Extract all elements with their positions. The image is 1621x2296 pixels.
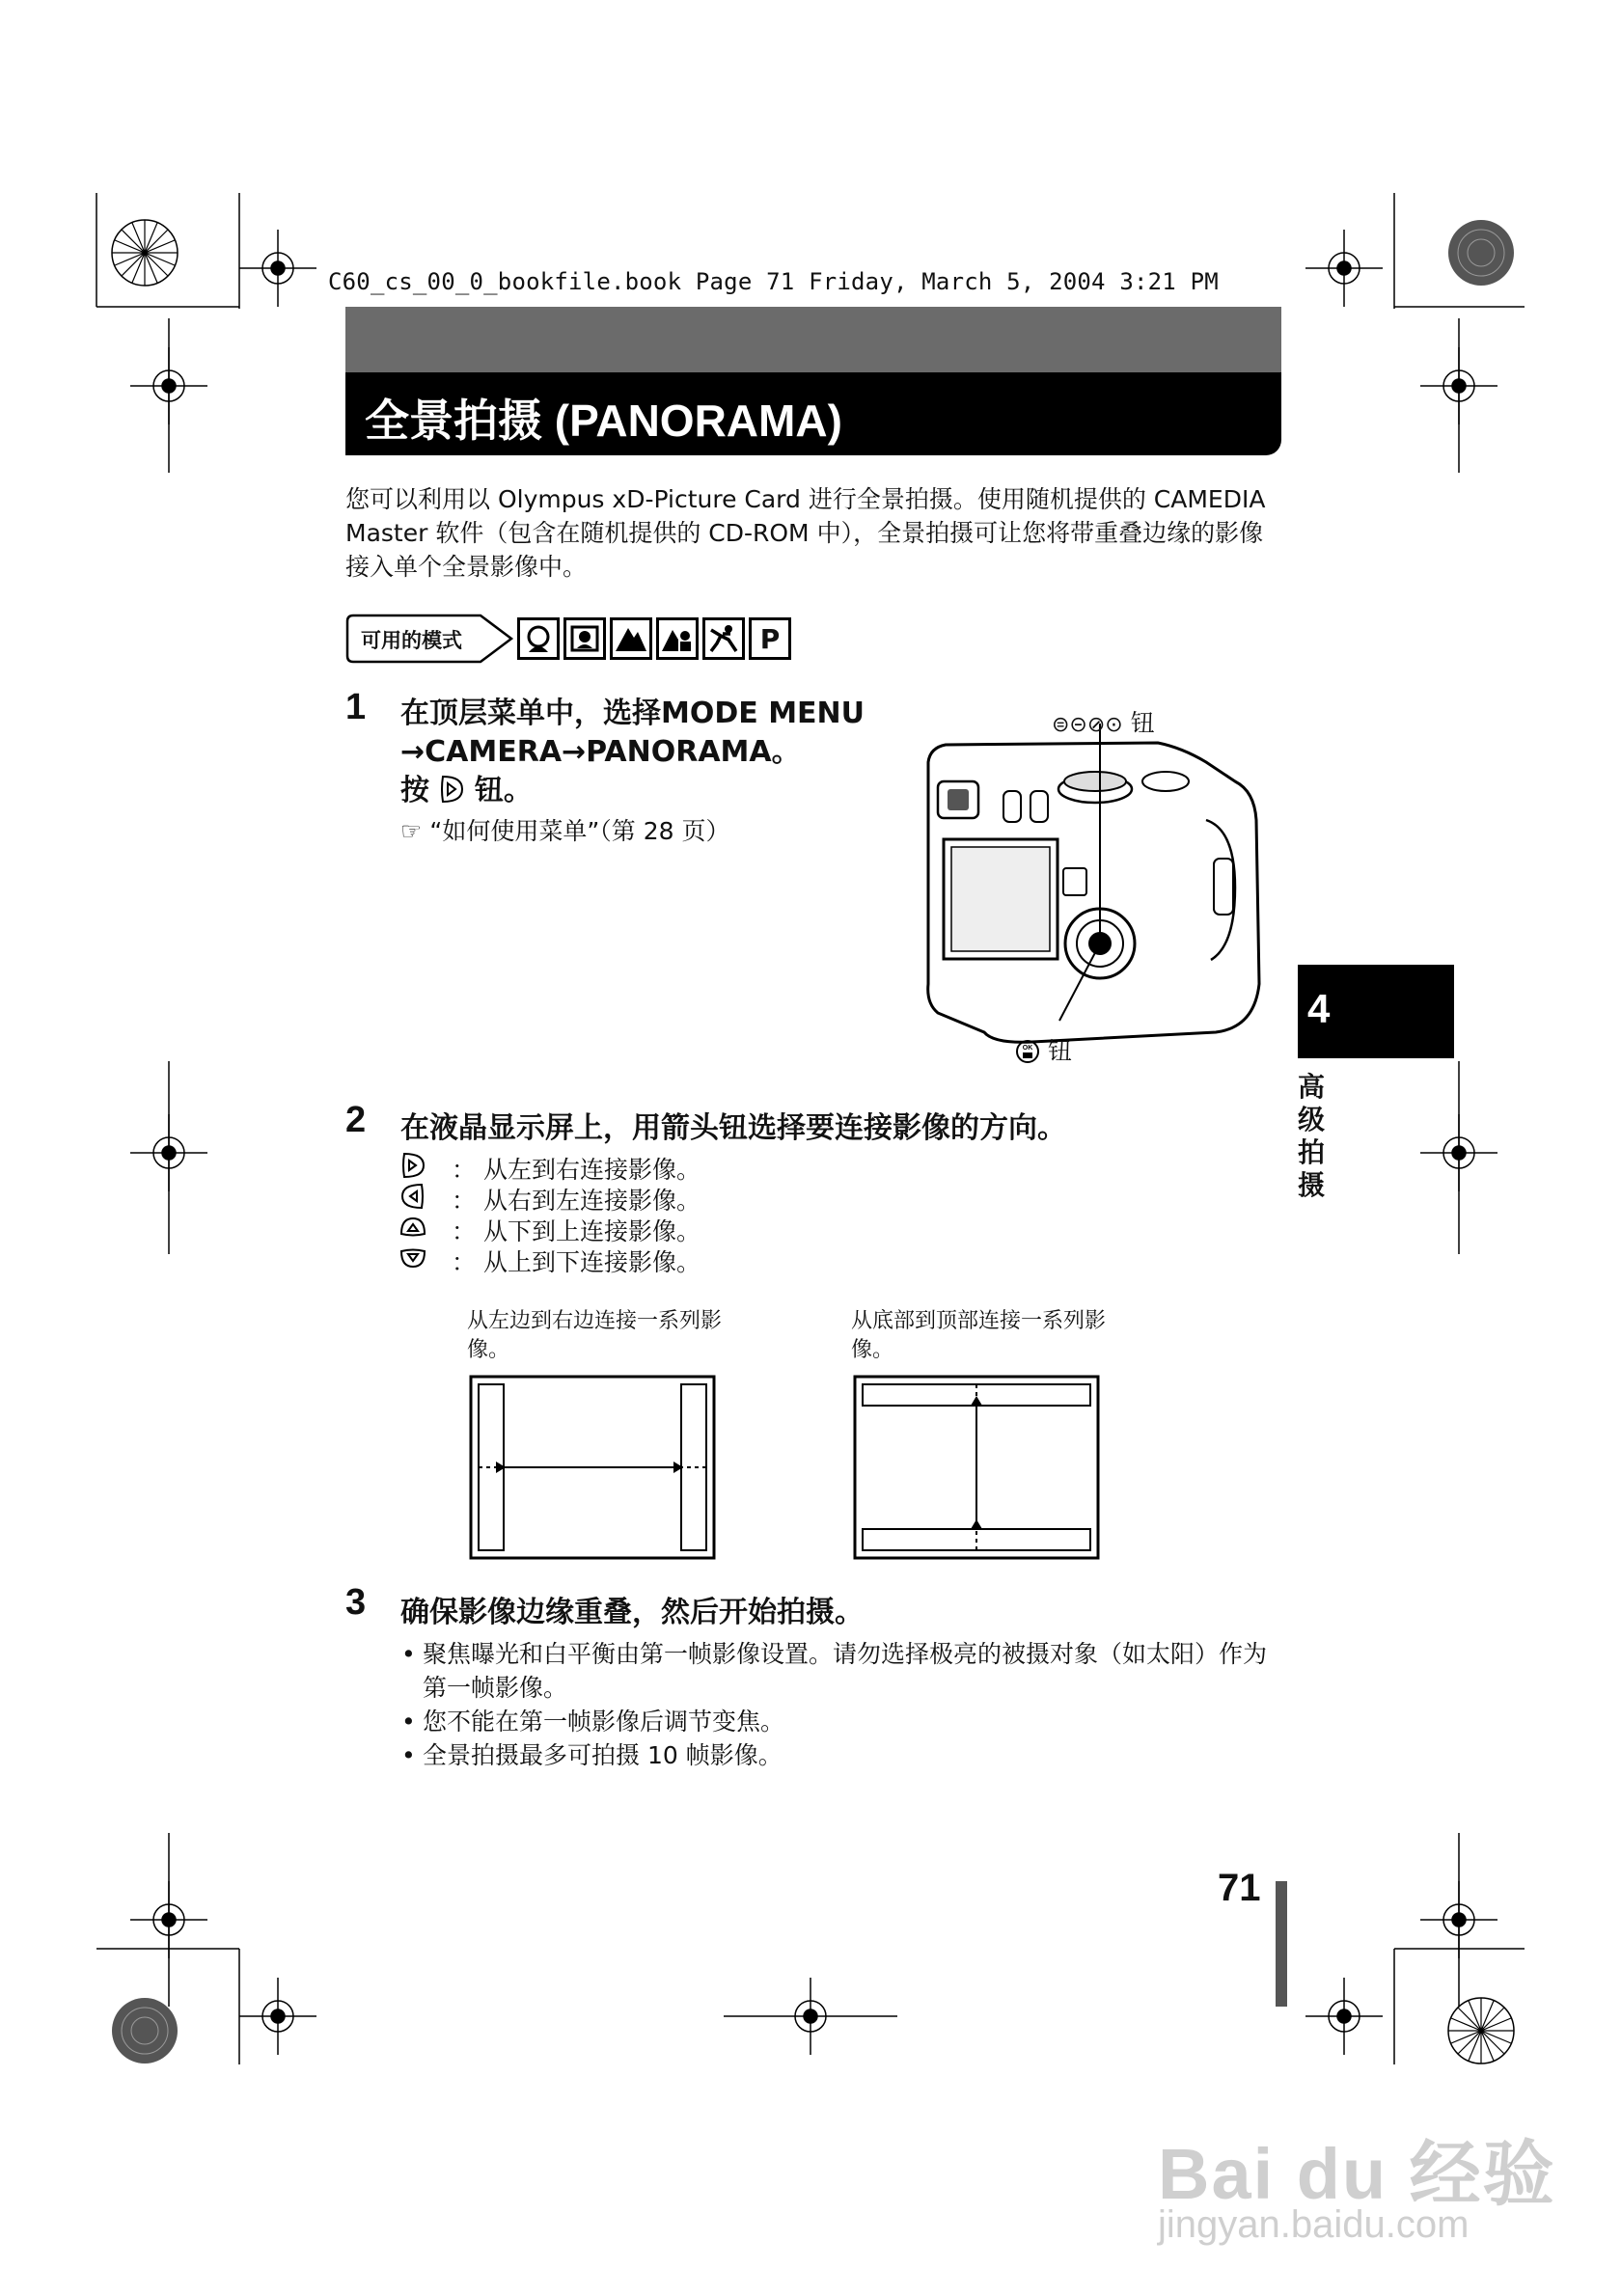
arrow-buttons-icon: ⊜⊝⊘⊙ xyxy=(1052,713,1123,737)
left-to-right-diagram xyxy=(469,1375,716,1560)
arrow-buttons-label xyxy=(1052,704,1155,739)
step-1-press-label: 按 xyxy=(400,774,429,807)
step-1-line-2: →CAMERA→PANORAMA。 xyxy=(400,735,801,769)
reference-pointer-icon: ☞ xyxy=(400,817,423,845)
page-number: 71 xyxy=(1218,1867,1261,1909)
bullet-dot-icon: • xyxy=(401,1708,416,1736)
chapter-number: 4 xyxy=(1307,986,1331,1031)
direction-description: 从右到左连接影像。 xyxy=(483,1187,701,1215)
self-portrait-mode-icon xyxy=(563,617,606,660)
bullet-text: 全景拍摄最多可拍摄 10 帧影像。 xyxy=(423,1741,783,1769)
bottom-to-top-caption: 从底部到顶部连接一系列影像。 xyxy=(851,1309,1107,1362)
title-band xyxy=(345,372,1281,455)
program-mode-icon: P xyxy=(749,617,791,660)
portrait-mode-icon xyxy=(517,617,560,660)
ok-button-icon xyxy=(1015,1039,1040,1064)
left-to-right-caption: 从左边到右边连接一系列影像。 xyxy=(467,1309,723,1362)
direction-colon: ： xyxy=(452,1248,477,1276)
svg-text:OK: OK xyxy=(1022,1045,1033,1052)
up-button-icon xyxy=(400,1215,426,1240)
landscape-portrait-mode-icon xyxy=(656,617,699,660)
chapter-name: 高级拍摄 xyxy=(1298,1071,1326,1201)
bullet-dot-icon: • xyxy=(401,1640,416,1668)
camera-illustration xyxy=(917,695,1283,1061)
direction-description: 从下到上连接影像。 xyxy=(483,1217,701,1245)
step-2-text: 在液晶显示屏上，用箭头钮选择要连接影像的方向。 xyxy=(400,1111,1066,1145)
right-button-icon xyxy=(400,1153,426,1178)
baidu-watermark: Bai du 经验 xyxy=(1158,2134,1556,2214)
intro-paragraph: 您可以利用以 Olympus xD-Picture Card 进行全景拍摄。使用随机提供的 CAMEDIA Master 软件（包含在随机提供的 CD-ROM 中），全景拍摄可让您将带重叠边缘的影像接入单个全景影像中。 xyxy=(345,485,1266,581)
page-number-bar xyxy=(1276,1881,1287,2007)
left-button-icon xyxy=(400,1184,426,1209)
step-1-line-1: 在顶层菜单中，选择MODE MENU xyxy=(400,697,865,730)
bottom-to-top-diagram xyxy=(853,1375,1100,1560)
step-3-number: 3 xyxy=(345,1582,367,1623)
step-1-line-3 xyxy=(400,772,533,810)
arrow-buttons-label-text: 钮 xyxy=(1130,709,1155,737)
file-info-header: C60_cs_00_0_bookfile.book Page 71 Friday, March 5, 2004 3:21 PM xyxy=(328,268,1219,295)
ok-button-label xyxy=(1015,1032,1072,1067)
direction-description: 从左到右连接影像。 xyxy=(483,1156,701,1184)
ok-button-label-text: 钮 xyxy=(1047,1037,1072,1065)
step-1-number: 1 xyxy=(345,687,367,727)
direction-colon: ： xyxy=(452,1156,477,1184)
step-1-reference-text: “如何使用菜单”（第 28 页） xyxy=(429,817,730,845)
landscape-mode-icon xyxy=(610,617,652,660)
step-1-button-suffix: 钮。 xyxy=(474,774,533,807)
bullet-text: 聚焦曝光和白平衡由第一帧影像设置。请勿选择极亮的被摄对象（如太阳）作为第一帧影像。 xyxy=(423,1640,1268,1702)
page-title: 全景拍摄 (PANORAMA) xyxy=(365,396,842,446)
chapter-tab xyxy=(1298,965,1454,1058)
step-1-reference xyxy=(400,812,729,847)
available-modes-label-box xyxy=(345,614,490,664)
bullet-text: 您不能在第一帧影像后调节变焦。 xyxy=(423,1708,785,1736)
sports-mode-icon xyxy=(702,617,745,660)
direction-colon: ： xyxy=(452,1187,477,1215)
baidu-watermark-url: jingyan.baidu.com xyxy=(1158,2203,1470,2246)
available-modes-label: 可用的模式 xyxy=(361,629,462,652)
direction-description: 从上到下连接影像。 xyxy=(483,1248,701,1276)
direction-colon: ： xyxy=(452,1217,477,1245)
step-3-text: 确保影像边缘重叠，然后开始拍摄。 xyxy=(400,1596,864,1629)
bullet-dot-icon: • xyxy=(401,1741,416,1769)
title-band-top xyxy=(345,307,1281,372)
down-button-icon xyxy=(400,1245,426,1271)
step-2-number: 2 xyxy=(345,1100,367,1140)
right-button-icon xyxy=(439,775,464,804)
